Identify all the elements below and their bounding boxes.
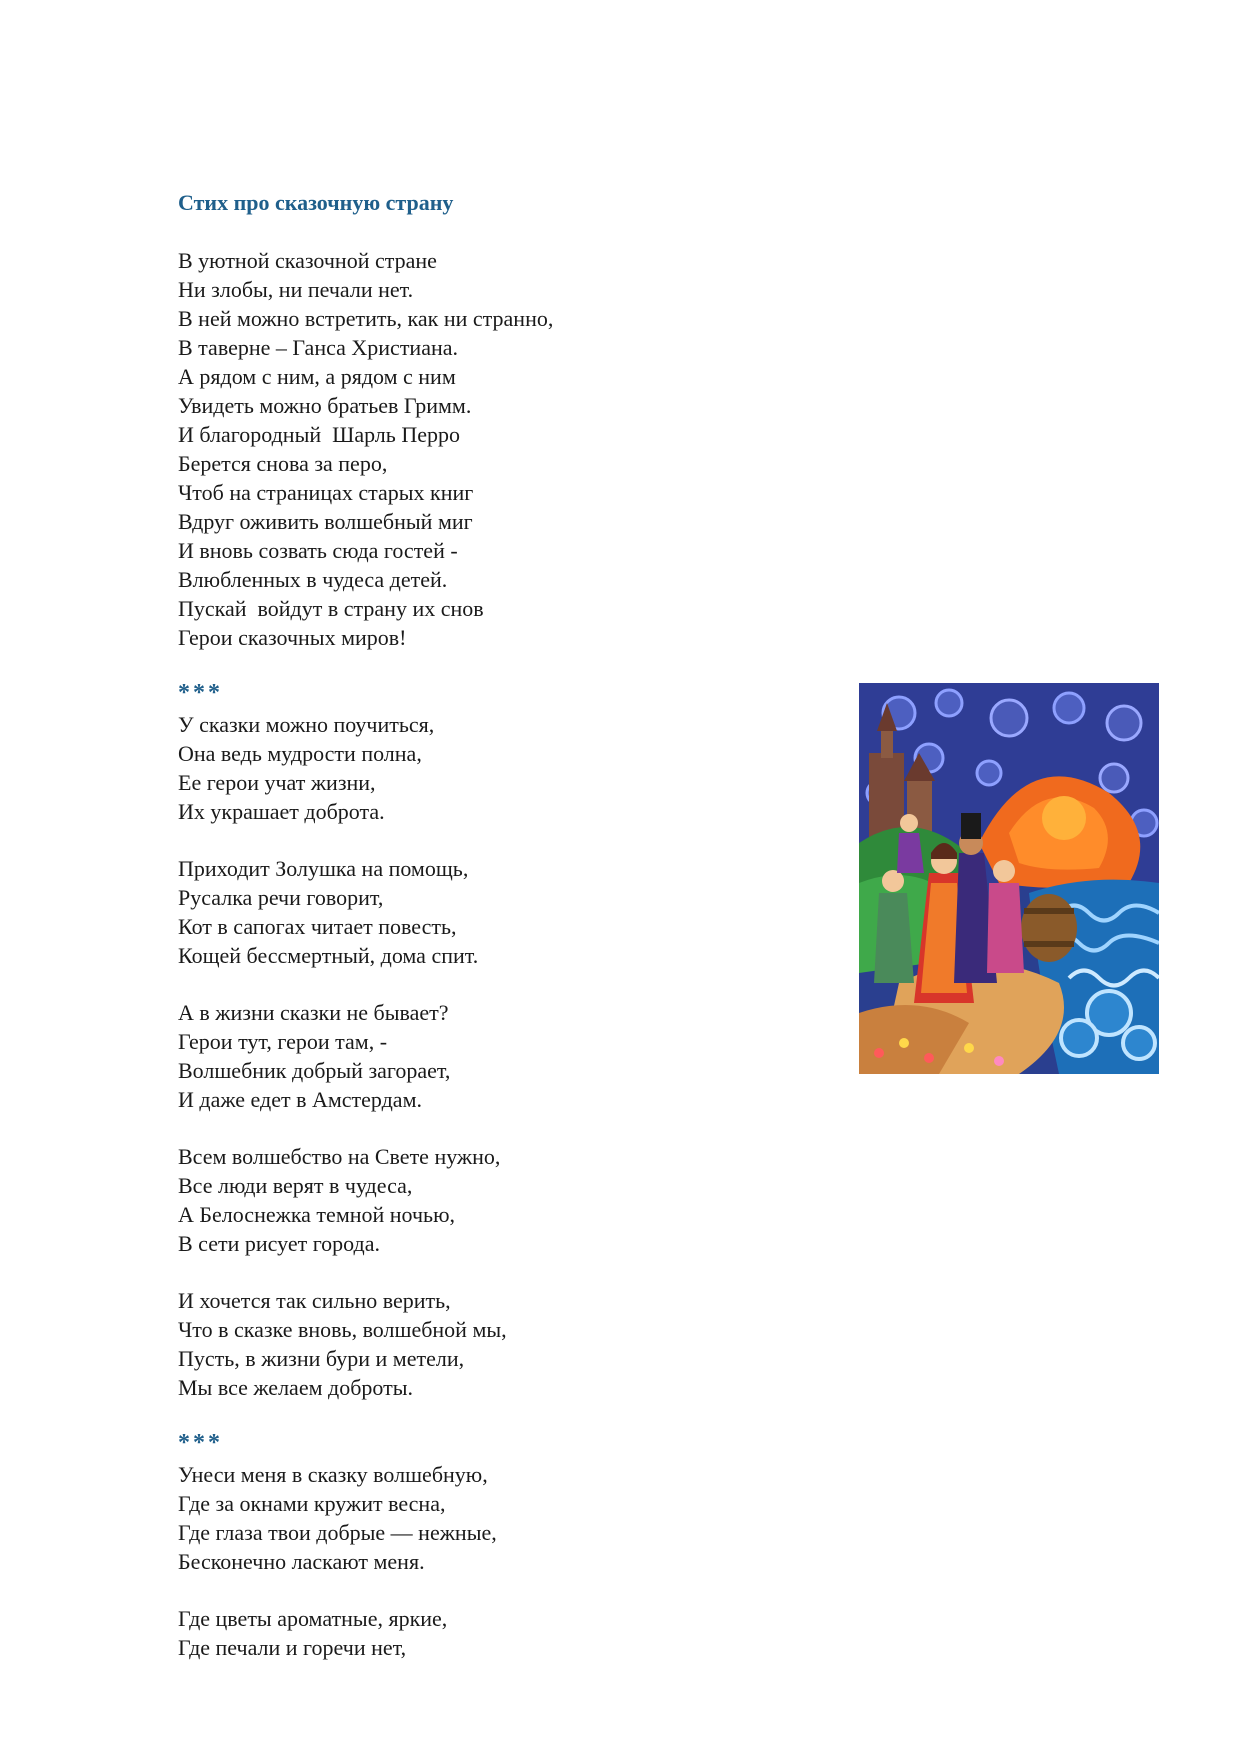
poem-line: Вдруг оживить волшебный миг bbox=[178, 509, 473, 534]
poem-line: Их украшает доброта. bbox=[178, 799, 385, 824]
poem-line: В таверне – Ганса Христиана. bbox=[178, 335, 459, 360]
poem-3-stanza-2 bbox=[178, 1604, 798, 1662]
poem-2-stanza-1 bbox=[178, 710, 798, 826]
poem-line: Унеси меня в сказку волшебную, bbox=[178, 1462, 488, 1487]
section-separator: *** bbox=[178, 680, 223, 706]
poem-2-stanza-3 bbox=[178, 998, 798, 1114]
poem-line: И вновь созвать сюда гостей - bbox=[178, 538, 458, 563]
poem-line: А рядом с ним, а рядом с ним bbox=[178, 364, 456, 389]
poem-line: Влюбленных в чудеса детей. bbox=[178, 567, 448, 592]
poem-line: Где глаза твои добрые — нежные, bbox=[178, 1520, 497, 1545]
poem-line: Герои сказочных миров! bbox=[178, 625, 407, 650]
poem-line: Герои тут, герои там, - bbox=[178, 1029, 388, 1054]
poem-2-stanza-4 bbox=[178, 1142, 798, 1258]
fairy-tale-illustration bbox=[859, 683, 1159, 1074]
poem-line: Кощей бессмертный, дома спит. bbox=[178, 943, 479, 968]
poem-line: Что в сказке вновь, волшебной мы, bbox=[178, 1317, 507, 1342]
poem-line: Русалка речи говорит, bbox=[178, 885, 384, 910]
poem-line: Она ведь мудрости полна, bbox=[178, 741, 422, 766]
poem-line: Всем волшебство на Свете нужно, bbox=[178, 1144, 501, 1169]
poem-line: Берется снова за перо, bbox=[178, 451, 388, 476]
poem-line: Бесконечно ласкают меня. bbox=[178, 1549, 425, 1574]
poem-line: А в жизни сказки не бывает? bbox=[178, 1000, 449, 1025]
poem-1 bbox=[178, 246, 798, 652]
poem-line: Волшебник добрый загорает, bbox=[178, 1058, 451, 1083]
poem-line: Мы все желаем доброты. bbox=[178, 1375, 413, 1400]
poem-line: Все люди верят в чудеса, bbox=[178, 1173, 413, 1198]
poem-2-stanza-5 bbox=[178, 1286, 798, 1402]
poem-line: В сети рисует города. bbox=[178, 1231, 380, 1256]
poem-line: Где цветы ароматные, яркие, bbox=[178, 1606, 448, 1631]
poem-line: Пускай войдут в страну их снов bbox=[178, 596, 484, 621]
poem-2-stanza-2 bbox=[178, 854, 798, 970]
poem-line: Пусть, в жизни бури и метели, bbox=[178, 1346, 465, 1371]
poem-3-stanza-1 bbox=[178, 1460, 798, 1576]
poem-line: Где за окнами кружит весна, bbox=[178, 1491, 446, 1516]
poem-line: И даже едет в Амстердам. bbox=[178, 1087, 422, 1112]
poem-line: Где печали и горечи нет, bbox=[178, 1635, 407, 1660]
poem-line: И благородный Шарль Перро bbox=[178, 422, 460, 447]
poem-line: А Белоснежка темной ночью, bbox=[178, 1202, 456, 1227]
poem-line: И хочется так сильно верить, bbox=[178, 1288, 451, 1313]
poem-line: У сказки можно поучиться, bbox=[178, 712, 435, 737]
poem-line: Ни злобы, ни печали нет. bbox=[178, 277, 414, 302]
poem-line: В уютной сказочной стране bbox=[178, 248, 437, 273]
section-separator: *** bbox=[178, 1430, 223, 1456]
poem-line: Чтоб на страницах старых книг bbox=[178, 480, 474, 505]
poem-line: В ней можно встретить, как ни странно, bbox=[178, 306, 554, 331]
poem-line: Увидеть можно братьев Гримм. bbox=[178, 393, 472, 418]
poem-line: Приходит Золушка на помощь, bbox=[178, 856, 469, 881]
poem-line: Кот в сапогах читает повесть, bbox=[178, 914, 457, 939]
poem-line: Ее герои учат жизни, bbox=[178, 770, 376, 795]
page-title: Стих про сказочную страну bbox=[178, 190, 454, 215]
